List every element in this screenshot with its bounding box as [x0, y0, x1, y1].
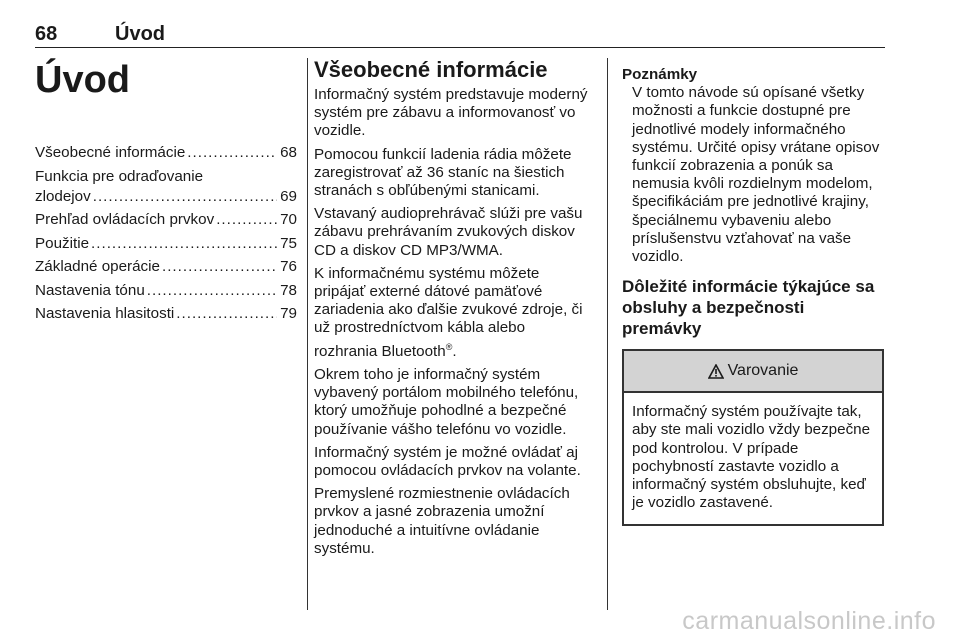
paragraph-text: K informačnému systému môžete pripájať externé dátové pamäťové zariadenia ako ďalšie zvukové zdroje, či už prostredníctvom kábla alebo rozhrania Bluetooth — [314, 264, 583, 360]
toc-entry-page: 69 — [280, 187, 297, 205]
table-of-contents — [35, 143, 297, 324]
section-title: Všeobecné informácie — [314, 57, 548, 82]
subsection-title: Dôležité informácie týkajúce sa obsluhy a bezpečnosti premávky — [622, 277, 875, 339]
toc-entry[interactable] — [35, 281, 297, 301]
watermark: carmanualsonline.info — [682, 607, 936, 635]
warning-header — [624, 351, 882, 393]
toc-entry-page: 76 — [280, 258, 297, 275]
warning-triangle-icon — [708, 364, 724, 379]
paragraph: Okrem toho je informačný systém vybavený portálom mobilného telefónu, ktorý umožňuje pohodlné a bezpečné používanie vášho telefónu vo vozidle. — [314, 365, 579, 438]
toc-entry-page: 75 — [280, 234, 297, 252]
toc-entry-page: 78 — [280, 281, 297, 299]
paragraph: Informačný systém predstavuje moderný systém pre zábavu a informovanosť vo vozidle. — [314, 86, 588, 140]
toc-entry[interactable] — [35, 143, 297, 163]
toc-leader — [176, 304, 277, 324]
paragraph: Vstavaný audioprehrávač slúži pre vašu zábavu prehrávaním zvukových diskov CD a diskov CD MP3/WMA. — [314, 205, 583, 259]
paragraph-bluetooth — [314, 265, 592, 361]
toc-column — [35, 58, 297, 328]
paragraph: Informačný systém je možné ovládať aj pomocou ovládacích prvkov na volante. — [314, 443, 581, 479]
general-info-column — [314, 58, 592, 563]
toc-entry[interactable] — [35, 167, 297, 207]
toc-entry-label: Nastavenia tónu — [35, 281, 145, 299]
warning-box — [622, 349, 884, 526]
notes-column — [622, 66, 885, 526]
toc-entry-page: 68 — [280, 144, 297, 161]
toc-leader — [147, 281, 277, 301]
toc-entry[interactable] — [35, 304, 297, 324]
paragraph: Premyslené rozmiestnenie ovládacích prvkov a jasné zobrazenia umožní jednoduché a intuitívne ovládanie systému. — [314, 485, 570, 557]
toc-leader — [216, 210, 277, 230]
toc-entry-label: Všeobecné informácie — [35, 144, 186, 161]
toc-entry[interactable] — [35, 234, 297, 254]
toc-entry-label: Základné operácie — [35, 258, 160, 275]
page-number: 68 — [35, 23, 58, 45]
toc-entry[interactable] — [35, 257, 297, 277]
chapter-title: Úvod — [35, 59, 130, 101]
warning-text: Informačný systém používajte tak, aby ste mali vozidlo vždy bezpečne pod kontrolou. V prípade pochybností zastavte vozidlo a informačný systém obsluhujte, keď je vozidlo zastavené. — [632, 403, 871, 512]
registered-mark: ® — [445, 341, 453, 352]
column-divider — [607, 58, 608, 610]
toc-entry-label: Prehľad ovládacích prvkov — [35, 211, 215, 228]
column-divider — [307, 58, 308, 610]
paragraph: Pomocou funkcií ladenia rádia môžete zaregistrovať až 36 staníc na šiestich stranách s obľúbenými stanicami. — [314, 145, 572, 200]
toc-leader — [162, 257, 277, 277]
toc-leader — [187, 143, 277, 163]
running-chapter-title: Úvod — [115, 23, 165, 45]
note-text: V tomto návode sú opísané všetky možnosti a funkcie dostupné pre jednotlivé modely informačného systému. Určité opisy vrátane opisov funkcií zobrazenia a ponúk sa nemusia kvôli rozdielnym modelom, špecifikáciám pre jednotlivé krajiny, špeciálnemu vybaveniu alebo príslušenstvu vzťahovať na vaše vozidlo. — [632, 84, 880, 266]
toc-entry-label: Funkcia pre odraďovanie — [35, 167, 204, 185]
toc-leader — [91, 234, 277, 254]
note-title: Poznámky — [622, 66, 698, 83]
toc-entry-label: zlodejov — [35, 187, 91, 205]
warning-title: Varovanie — [727, 362, 799, 380]
toc-entry-label: Použitie — [35, 234, 90, 252]
toc-entry-page: 70 — [280, 211, 297, 228]
toc-entry-label: Nastavenia hlasitosti — [35, 305, 175, 322]
paragraph-period: . — [452, 342, 457, 360]
toc-entry[interactable] — [35, 210, 297, 230]
toc-entry-page: 79 — [280, 305, 297, 322]
toc-leader — [93, 187, 277, 207]
page-header — [35, 23, 885, 48]
